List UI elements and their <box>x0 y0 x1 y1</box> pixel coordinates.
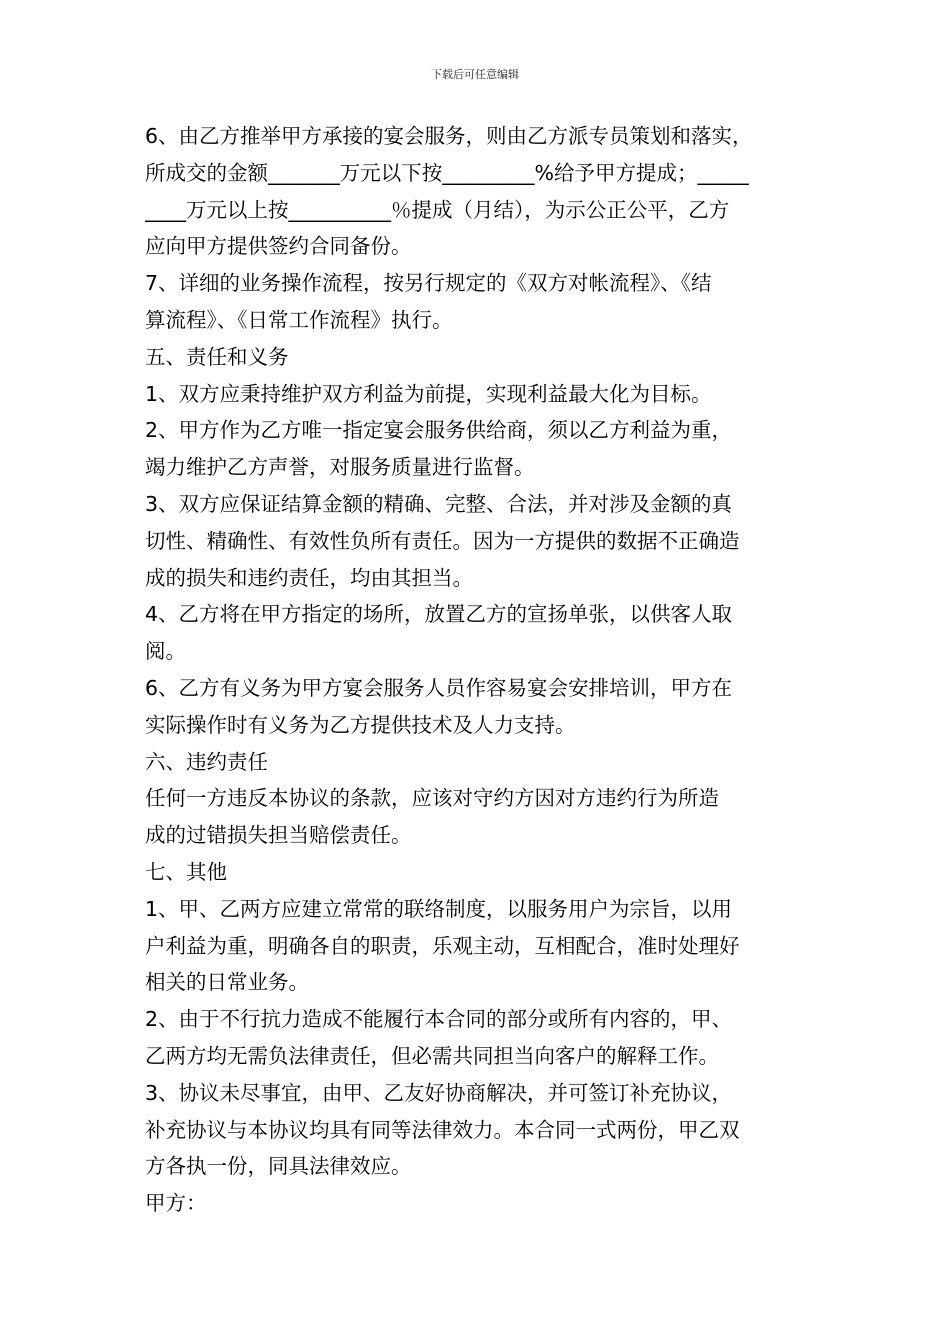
text-line: 成的损失和违约责任，均由其担当。 <box>145 565 473 590</box>
text-line: ____万元以上按__________％提成（月结），为示公正公平，乙方 <box>145 197 730 222</box>
text-line: 应向甲方提供签约合同备份。 <box>145 234 412 259</box>
text-line: 所成交的金额_______万元以下按_________%给予甲方提成；_____ <box>145 160 749 185</box>
text-line: 竭力维护乙方声誉，对服务质量进行监督。 <box>145 455 535 480</box>
text-line: 成的过错损失担当赔偿责任。 <box>145 823 412 848</box>
text-line: 户利益为重，明确各自的职责，乐观主动，互相配合，准时处理好 <box>145 933 740 958</box>
text-line: 2、甲方作为乙方唯一指定宴会服务供给商，须以乙方利益为重， <box>145 418 733 443</box>
text-line: 2、由于不行抗力造成不能履行本合同的部分或所有内容的，甲、 <box>145 1007 733 1032</box>
text-line: 7、详细的业务操作流程，按另行规定的《双方对帐流程》、《结 <box>145 271 712 296</box>
page-header: 下载后可任意编辑 <box>431 68 519 81</box>
text-line: 4、乙方将在甲方指定的场所，放置乙方的宣扬单张，以供客人取 <box>145 602 733 627</box>
section-heading: 六、违约责任 <box>145 749 268 774</box>
text-line: 6、乙方有义务为甲方宴会服务人员作容易宴会安排培训，甲方在 <box>145 675 733 700</box>
text-line: 方各执一份，同具法律效应。 <box>145 1154 412 1179</box>
section-heading: 七、其他 <box>145 859 227 884</box>
text-line: 算流程》、《日常工作流程》执行。 <box>145 307 453 332</box>
text-line: 6、由乙方推举甲方承接的宴会服务，则由乙方派专员策划和落实， <box>145 124 753 148</box>
text-line: 3、协议未尽事宜，由甲、乙友好协商解决，并可签订补充协议， <box>145 1080 733 1105</box>
text-line: 1、双方应秉持维护双方利益为前提，实现利益最大化为目标。 <box>145 381 712 406</box>
text-line: 3、双方应保证结算金额的精确、完整、合法，并对涉及金额的真 <box>145 491 733 516</box>
text-line: 阅。 <box>145 639 186 664</box>
text-line: 任何一方违反本协议的条款，应该对守约方因对方违约行为所造 <box>145 786 719 811</box>
text-line: 乙两方均无需负法律责任，但必需共同担当向客户的解释工作。 <box>145 1043 719 1068</box>
text-line: 补充协议与本协议均具有同等法律效力。本合同一式两份，甲乙双 <box>145 1117 740 1142</box>
text-line: 切性、精确性、有效性负所有责任。因为一方提供的数据不正确造 <box>145 528 740 553</box>
signature-label: 甲方： <box>145 1191 207 1216</box>
text-line: 1、甲、乙两方应建立常常的联络制度，以服务用户为宗旨，以用 <box>145 896 733 921</box>
text-line: 相关的日常业务。 <box>145 970 309 995</box>
section-heading: 五、责任和义务 <box>145 344 289 369</box>
document-body <box>145 118 835 1222</box>
text-line: 实际操作时有义务为乙方提供技术及人力支持。 <box>145 712 576 737</box>
